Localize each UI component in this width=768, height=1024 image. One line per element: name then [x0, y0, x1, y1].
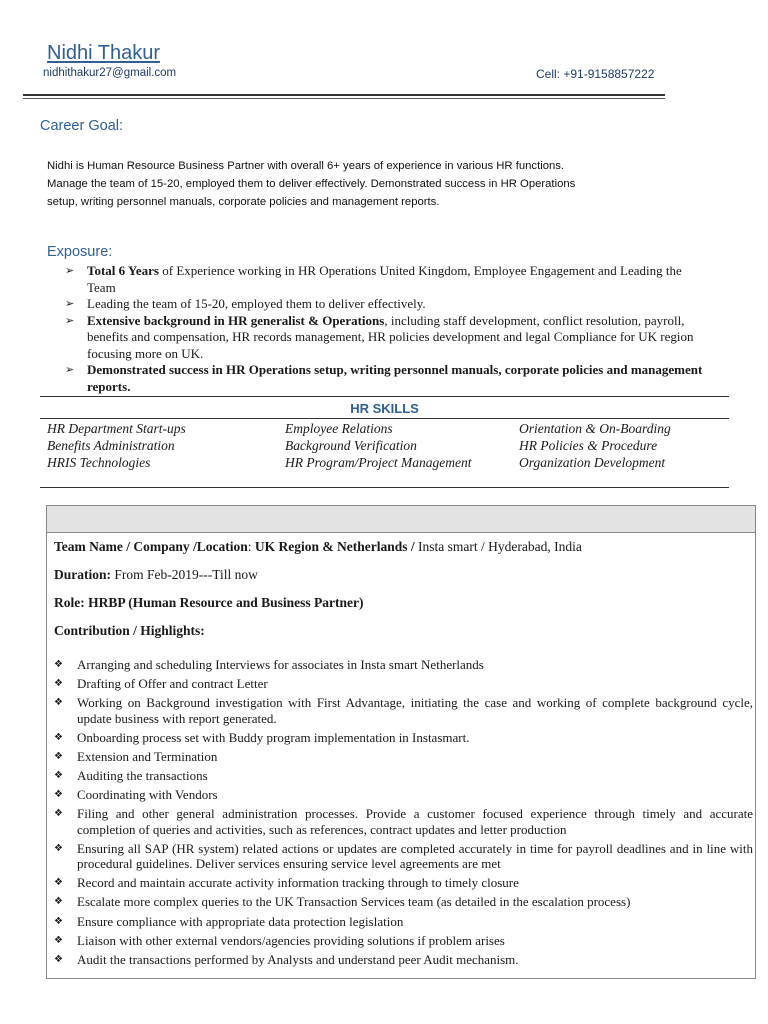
diamond-bullet-icon: ❖	[54, 731, 63, 743]
career-line: Manage the team of 15-20, employed them to deliver effectively. Demonstrated success in HR Operations	[47, 178, 576, 190]
highlight-item: ❖ Onboarding process set with Buddy program implementation in Instasmart.	[54, 729, 470, 745]
hr-skills-title: HR SKILLS	[40, 397, 729, 419]
arrow-bullet-icon: ➢	[65, 264, 75, 277]
career-line: setup, writing personnel manuals, corporate policies and management reports.	[47, 196, 440, 208]
job-body	[47, 533, 755, 967]
skill-cell: Benefits Administration	[47, 438, 175, 453]
skill-cell: Orientation & On-Boarding	[519, 421, 671, 436]
highlight-item: ❖ Arranging and scheduling Interviews for associates in Insta smart Netherlands	[54, 657, 484, 672]
exposure-heading: Exposure:	[47, 244, 113, 260]
header-divider	[23, 94, 665, 96]
diamond-bullet-icon: ❖	[54, 659, 63, 670]
diamond-bullet-icon: ❖	[54, 896, 63, 908]
skill-cell: Background Verification	[285, 438, 417, 453]
skill-cell: Employee Relations	[285, 421, 393, 436]
diamond-bullet-icon: ❖	[54, 934, 63, 946]
highlight-item: ❖ Ensuring all SAP (HR system) related actions or updates are completed accurately in time for payroll deadlines and in line with procedural guidelines. Deliver services ensuring service level agreements are met	[54, 840, 753, 872]
highlight-item: ❖ Working on Background investigation with First Advantage, initiating the case and working of complete background cycle, update business with report generated.	[54, 695, 753, 726]
diamond-bullet-icon: ❖	[54, 808, 63, 820]
skill-cell: HR Policies & Procedure	[519, 438, 658, 453]
job-experience-box	[46, 505, 756, 979]
skill-cell: HRIS Technologies	[47, 455, 151, 470]
highlights-title: Contribution / Highlights:	[54, 623, 205, 638]
diamond-bullet-icon: ❖	[54, 678, 63, 690]
role-line: Role: HRBP (Human Resource and Business Partner)	[54, 595, 364, 610]
career-line: Nidhi is Human Resource Business Partner with overall 6+ years of experience in various HR functions.	[47, 160, 565, 172]
email-address: nidhithakur27@gmail.com	[43, 67, 177, 79]
exposure-item: ➢ Total 6 Years of Experience working in HR Operations United Kingdom, Employee Engagement and Leading the Team	[65, 263, 682, 295]
diamond-bullet-icon: ❖	[54, 877, 63, 889]
diamond-bullet-icon: ❖	[54, 953, 63, 965]
diamond-bullet-icon: ❖	[54, 697, 63, 709]
exposure-item: ➢ Demonstrated success in HR Operations setup, writing personnel manuals, corporate policies and management reports.	[65, 362, 703, 394]
highlight-item: ❖ Coordinating with Vendors	[54, 787, 218, 803]
skill-cell: HR Department Start-ups	[47, 421, 186, 436]
career-goal-heading: Career Goal:	[40, 118, 124, 134]
highlight-item: ❖ Extension and Termination	[54, 748, 218, 764]
highlight-item: ❖ Record and maintain accurate activity information tracking through to timely closure	[54, 875, 519, 891]
diamond-bullet-icon: ❖	[54, 842, 63, 854]
arrow-bullet-icon: ➢	[65, 363, 75, 376]
arrow-bullet-icon: ➢	[65, 313, 75, 327]
header-divider-thin	[23, 98, 665, 99]
duration-line: Duration: From Feb-2019---Till now	[54, 567, 258, 582]
highlights-list	[54, 657, 755, 967]
career-goal-text	[47, 157, 697, 211]
candidate-name: Nidhi Thakur	[47, 42, 161, 64]
exposure-item: ➢ Leading the team of 15-20, employed them to deliver effectively.	[65, 296, 426, 311]
arrow-bullet-icon: ➢	[65, 297, 75, 310]
highlight-item: ❖ Liaison with other external vendors/agencies providing solutions if problem arises	[54, 932, 505, 948]
hr-skills-grid	[40, 419, 729, 471]
cell-number: Cell: +91-9158857222	[536, 67, 655, 81]
highlight-item: ❖ Filing and other general administration processes. Provide a customer focused experience through timely and accurate completion of queries and activities, such as references, contract updates and letter production	[54, 806, 753, 837]
exposure-item: ➢ Extensive background in HR generalist & Operations, including staff development, conflict resolution, payroll, benefits and compensation, HR records management, HR policies development and legal Compliance for UK region focusing more on UK.	[65, 312, 694, 361]
job-header-bar	[47, 506, 755, 533]
highlight-item: ❖ Audit the transactions performed by Analysts and understand peer Audit mechanism.	[54, 951, 519, 967]
diamond-bullet-icon: ❖	[54, 769, 63, 781]
skill-cell: Organization Development	[519, 455, 666, 470]
highlight-item: ❖ Escalate more complex queries to the UK Transaction Services team (as detailed in the escalation process)	[54, 894, 631, 910]
highlight-item: ❖ Ensure compliance with appropriate data protection legislation	[54, 913, 404, 929]
diamond-bullet-icon: ❖	[54, 915, 63, 927]
highlight-item: ❖ Auditing the transactions	[54, 767, 208, 783]
team-line: Team Name / Company /Location: UK Region & Netherlands / Insta smart / Hyderabad, India	[54, 539, 582, 554]
diamond-bullet-icon: ❖	[54, 789, 63, 801]
highlight-item: ❖ Drafting of Offer and contract Letter	[54, 676, 268, 692]
skill-cell: HR Program/Project Management	[285, 455, 472, 470]
exposure-list	[65, 263, 710, 395]
hr-skills-table	[40, 396, 729, 488]
diamond-bullet-icon: ❖	[54, 750, 63, 762]
